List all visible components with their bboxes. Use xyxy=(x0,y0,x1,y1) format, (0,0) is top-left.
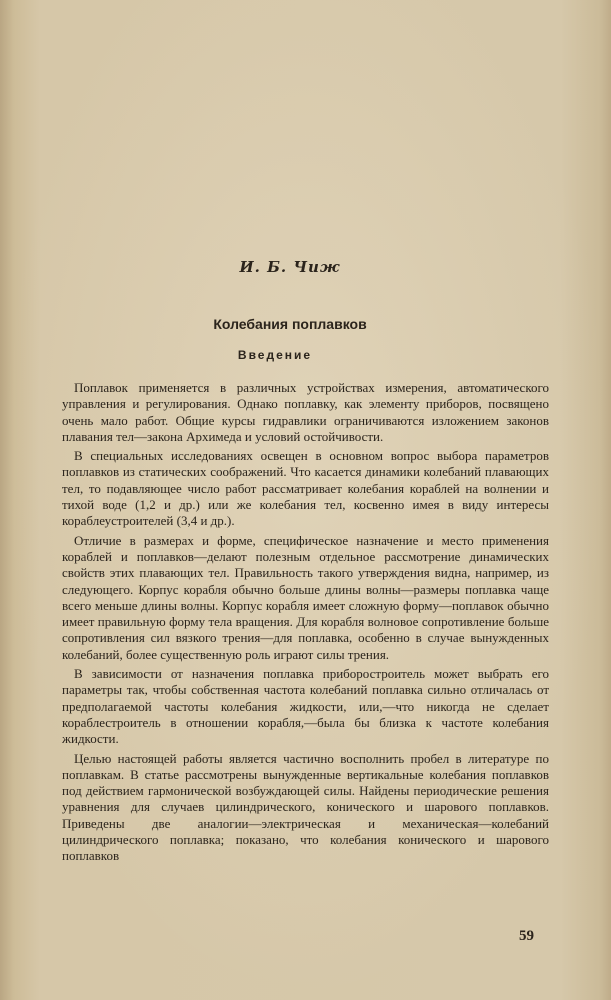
paragraph: Отличие в размерах и форме, специфическое назначение и место применения кораблей и поплавков—делают полезным отдельное рассмотрение динамических свойств этих плавающих тел. Правильность такого утверждения видна, например, из следующего. Корпус корабля обычно больше длины волны—размеры поплавка чаще всего меньше длины волны. Корпус корабля имеет сложную форму—поплавок обычно имеет правильную форму тела вращения. Для корабля волновое сопротивление больше сопротивления сил вязкого трения—для поплавка, особенно в случае вынужденных колебаний, более существенную роль играют силы трения. xyxy=(62,532,549,662)
paragraph: В зависимости от назначения поплавка приборостроитель может выбрать его параметры так, чтобы собственная частота колебаний поплавка сильно отличалась от предполагаемой частоты колебания жидкости, или,—что никогда не сделает кораблестроитель в отношении корабля,—была бы близка к частоте колебания жидкости. xyxy=(62,666,549,747)
paragraph: Целью настоящей работы является частично восполнить пробел в литературе по поплавкам. В статье рассмотрены вынужденные вертикальные колебания поплавков под действием гармонической возбуждающей силы. Найдены периодические решения уравнения для случаев цилиндрического, конического и шарового поплавков. Приведены две аналогии—электрическая и механическая—колебаний цилиндрического поплавка; показано, что колебания конического и шарового поплавков xyxy=(62,750,549,864)
paragraph: В специальных исследованиях освещен в основном вопрос выбора параметров поплавков из статических соображений. Что касается динамики колебаний плавающих тел, то подавляющее число работ рассматривает колебания кораблей на волнении и тихой воде (1,2 и др.) или же колебания тел, косвенно имея в виду интересы кораблеустроителей (3,4 и др.). xyxy=(62,448,549,529)
article-title: Колебания поплавков xyxy=(213,316,367,332)
article-body xyxy=(62,380,549,868)
page-number: 59 xyxy=(519,928,534,944)
author-name: И. Б. Чиж xyxy=(239,258,341,276)
section-heading: Введение xyxy=(237,348,313,362)
paragraph: Поплавок применяется в различных устройствах измерения, автоматического управления и регулирования. Однако поплавку, как элементу приборов, посвящено очень мало работ. Общие курсы гидравлики ограничиваются изложением законов плавания тел—закона Архимеда и условий остойчивости. xyxy=(62,380,549,444)
